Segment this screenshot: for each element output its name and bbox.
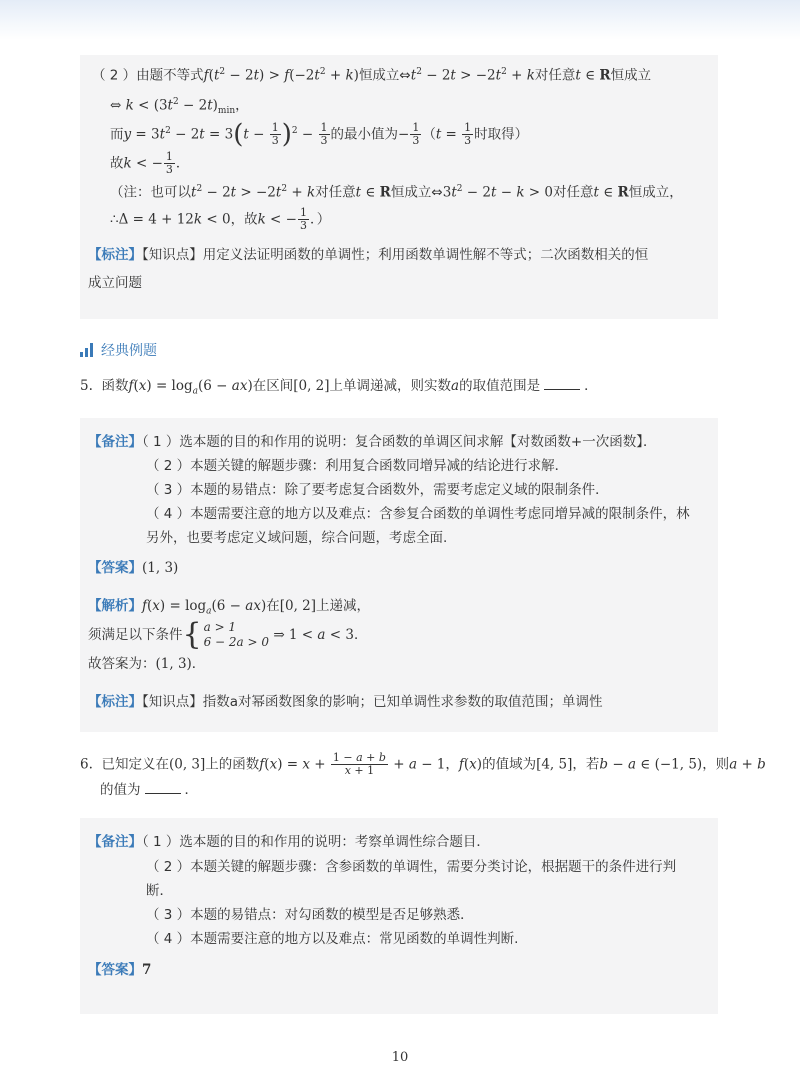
remark-line-2: （ 2 ）本题关键的解题步骤：利用复合函数同增异减的结论进行求解． <box>146 458 569 474</box>
remark-line-3: （ 3 ）本题的易错点：除了要考虑复合函数外，需要考虑定义域的限制条件． <box>146 482 609 498</box>
section-title: 经典例题 <box>80 340 157 360</box>
solution-box-3 <box>80 818 718 1014</box>
remark-line-3: 断． <box>146 883 173 899</box>
answer-value: 7 <box>142 962 152 978</box>
remark-line-4: （ 3 ）本题的易错点：对勾函数的模型是否足够熟悉． <box>146 907 474 923</box>
note-tag: 【标注】 <box>88 694 142 710</box>
note-tag: 【标注】 <box>88 247 142 263</box>
analysis-tag: 【解析】 <box>88 598 142 614</box>
remark-tag: 【备注】 <box>88 834 142 850</box>
answer-blank[interactable] <box>544 378 580 390</box>
solution-line-4: 故k < − $\frac{1}{3}$ ． <box>110 150 190 176</box>
solution-line-5: （注：也可以$t^2 - 2t > -2t^2 + k$对任意t ∈ R恒成立$\Leftrightarrow 3t^2 - 2t - k > 0$对任意t ∈ R恒成立， <box>110 184 683 201</box>
answer-blank[interactable] <box>145 782 181 794</box>
answer-tag: 【答案】 <box>88 560 142 576</box>
remark-line-5: （ 4 ）本题需要注意的地方以及难点：常见函数的单调性判断. <box>146 931 519 947</box>
page-header-band <box>0 0 800 40</box>
solution-line-1: （ 2 ）由题不等式$f(t^2 - 2t) > f(-2t^2 + k)$恒成立$\Leftrightarrow t^2 - 2t > -2t^2 + k$对任意t ∈ R恒成立 <box>92 67 652 84</box>
remark-tag: 【备注】 <box>88 434 142 450</box>
question-5: 5. 函数$f(x) = \log_a(6 - ax)$在区间[0, 2]上单调递减，则实数a的取值范围是 ． <box>80 378 598 397</box>
question-6-line-2: 的值为 ． <box>100 782 198 798</box>
remark-line-1: 【备注】（ 1 ）选本题的目的和作用的说明：考察单调性综合题目． <box>88 834 490 850</box>
page-number: 10 <box>391 1050 409 1065</box>
analysis-line-3: 故答案为：(1, 3)． <box>88 656 206 672</box>
analysis-line-2: 须满足以下条件{ a > 1 6 − 2a > 0 ⇒ 1 < a < 3． <box>88 617 368 652</box>
remark-line-5: 另外，也要考虑定义域问题，综合问题，考虑全面. <box>146 530 448 546</box>
answer-tag: 【答案】 <box>88 962 142 978</box>
solution-line-2: ⇔ $k < (3t^2 - 2t)_{min}$， <box>110 97 249 117</box>
solution-line-3: 而$y = 3t^2 - 2t = 3(t$ − $\frac{1}{3}$ )$^2$ − $\frac{1}{3}$ 的最小值为− $\frac{1}{3}$ （t = $\frac{1}{3}$ 时取得） <box>110 119 529 150</box>
note-line: 【标注】【知识点】用定义法证明函数的单调性；利用函数单调性解不等式；二次函数相关的恒 <box>88 247 649 263</box>
bar-chart-icon <box>80 343 93 357</box>
solution-box-1 <box>80 55 718 319</box>
answer-value: (1, 3) <box>142 560 179 576</box>
remark-line-2: （ 2 ）本题关键的解题步骤：含参函数的单调性，需要分类讨论，根据题干的条件进行判 <box>146 859 677 875</box>
solution-line-6: ∴Δ = 4 + 12k < 0，故k < − $\frac{1}{3}$ ．） <box>110 206 331 232</box>
analysis-line-1: 【解析】$f(x) = \log_a(6 - ax)$在[0, 2]上递减， <box>88 598 371 617</box>
solution-box-2 <box>80 418 718 732</box>
note-line: 【标注】【知识点】指数a对幂函数图象的影响；已知单调性求参数的取值范围；单调性 <box>88 694 603 710</box>
answer-line <box>88 558 178 578</box>
question-6-line-1: 6. 已知定义在(0, 3]上的函数f(x) = x + $\frac{1 - a + b}{x + 1}$ + a − 1，f(x)的值域为[4, 5]，若b − a ∈ (−1, 5)，则a + b <box>80 751 766 777</box>
remark-line-4: （ 4 ）本题需要注意的地方以及难点：含参复合函数的单调性考虑同增异减的限制条件，林 <box>146 506 690 522</box>
remark-line-1: 【备注】（ 1 ）选本题的目的和作用的说明：复合函数的单调区间求解【对数函数+一次函数】． <box>88 434 657 450</box>
answer-line <box>88 960 151 980</box>
note-line-2: 成立问题 <box>88 275 142 291</box>
